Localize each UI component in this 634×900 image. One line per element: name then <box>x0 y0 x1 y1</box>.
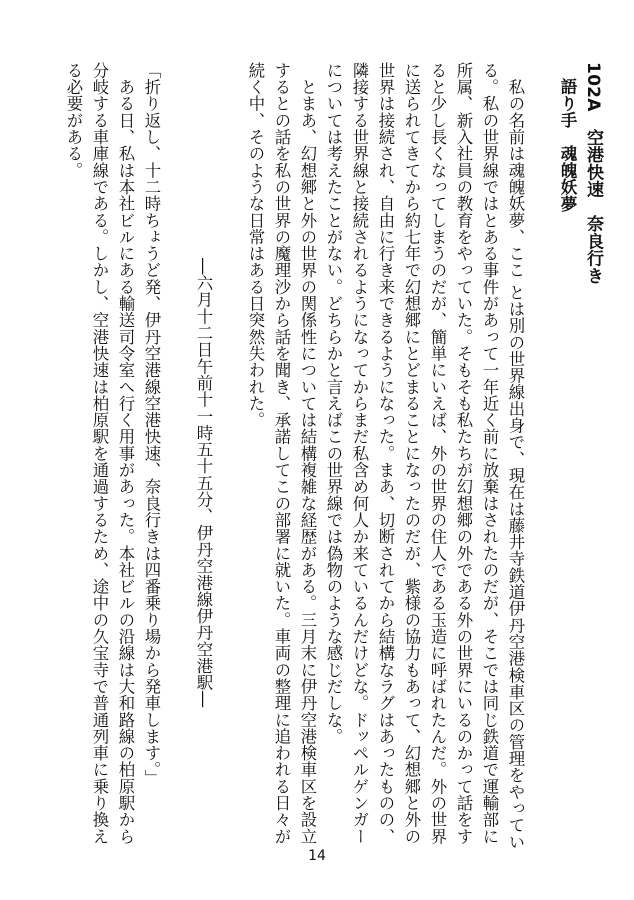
page-number: 14 <box>308 848 326 864</box>
spacer <box>216 62 242 852</box>
spacer <box>164 62 190 852</box>
scene-timestamp: ―六月十二日午前十一時五十五分、伊丹空港線伊丹空港駅― <box>194 258 213 708</box>
paragraph-4: ある日、私は本社ビルにある輸送司令室へ行く用事があった。本社ビルの沿線は大和路線の柏原駅から分岐する車庫線である。しかし、空港快速は柏原駅を通過するため、途中の久宝寺で普通列車に乗り換える必要がある。 <box>64 62 135 845</box>
paragraph-3-announcement: 「折り返し、十二時ちょうど発、伊丹空港線空港快速、奈良行きは四番乗り場から発車します。」 <box>142 62 161 787</box>
narrator-line: 語り手 魂魄妖夢 <box>558 78 577 212</box>
chapter-title: 102A 空港快速 奈良行き <box>583 62 603 285</box>
spacer <box>528 62 554 852</box>
paragraph-1: 私の名前は魂魄妖夢、ここ とは別の世界線出身で、現在は藤井寺鉄道伊丹空港検車区の管理をやっている。私の世界線ではとある事件があって一年近く前に放棄はされたのだが、そこでは同じ鉄道で運輸部に所属、新入社員の教育をやっていた。そもそも私たちが幻想郷の外である外の世界にいるのかって話をすると少し長くなってしまうのだが、簡単にいえば、外の世界の住人である玉造に呼ばれたんだ。外の世界に送られてきてから約七年で幻想郷にとどまることになったのだが、紫様の協力もあって、幻想郷と外の世界は接続され、自由に行き来できるようになった。まあ、切断されてから結構なラグはあったものの、隣接する世界線と接続されるようになってからまだ私含め何人か来ているんだけどな。ドッペルゲンガーについては考えたことがない。どちらかと言えばこの世界線では偽物のような感じだしな。 <box>324 62 525 851</box>
vertical-text-block <box>60 62 606 852</box>
paragraph-2: とまあ、幻想郷と外の世界の関係性については結構複雑な経歴がある。三月末に伊丹空港検車区を設立するとの話を私の世界の魔理沙から話を聞き、承諾してこの部署に就いた。車両の整理に追われる日々が続く中、そのような日常はある日突然失われた。 <box>246 62 317 845</box>
